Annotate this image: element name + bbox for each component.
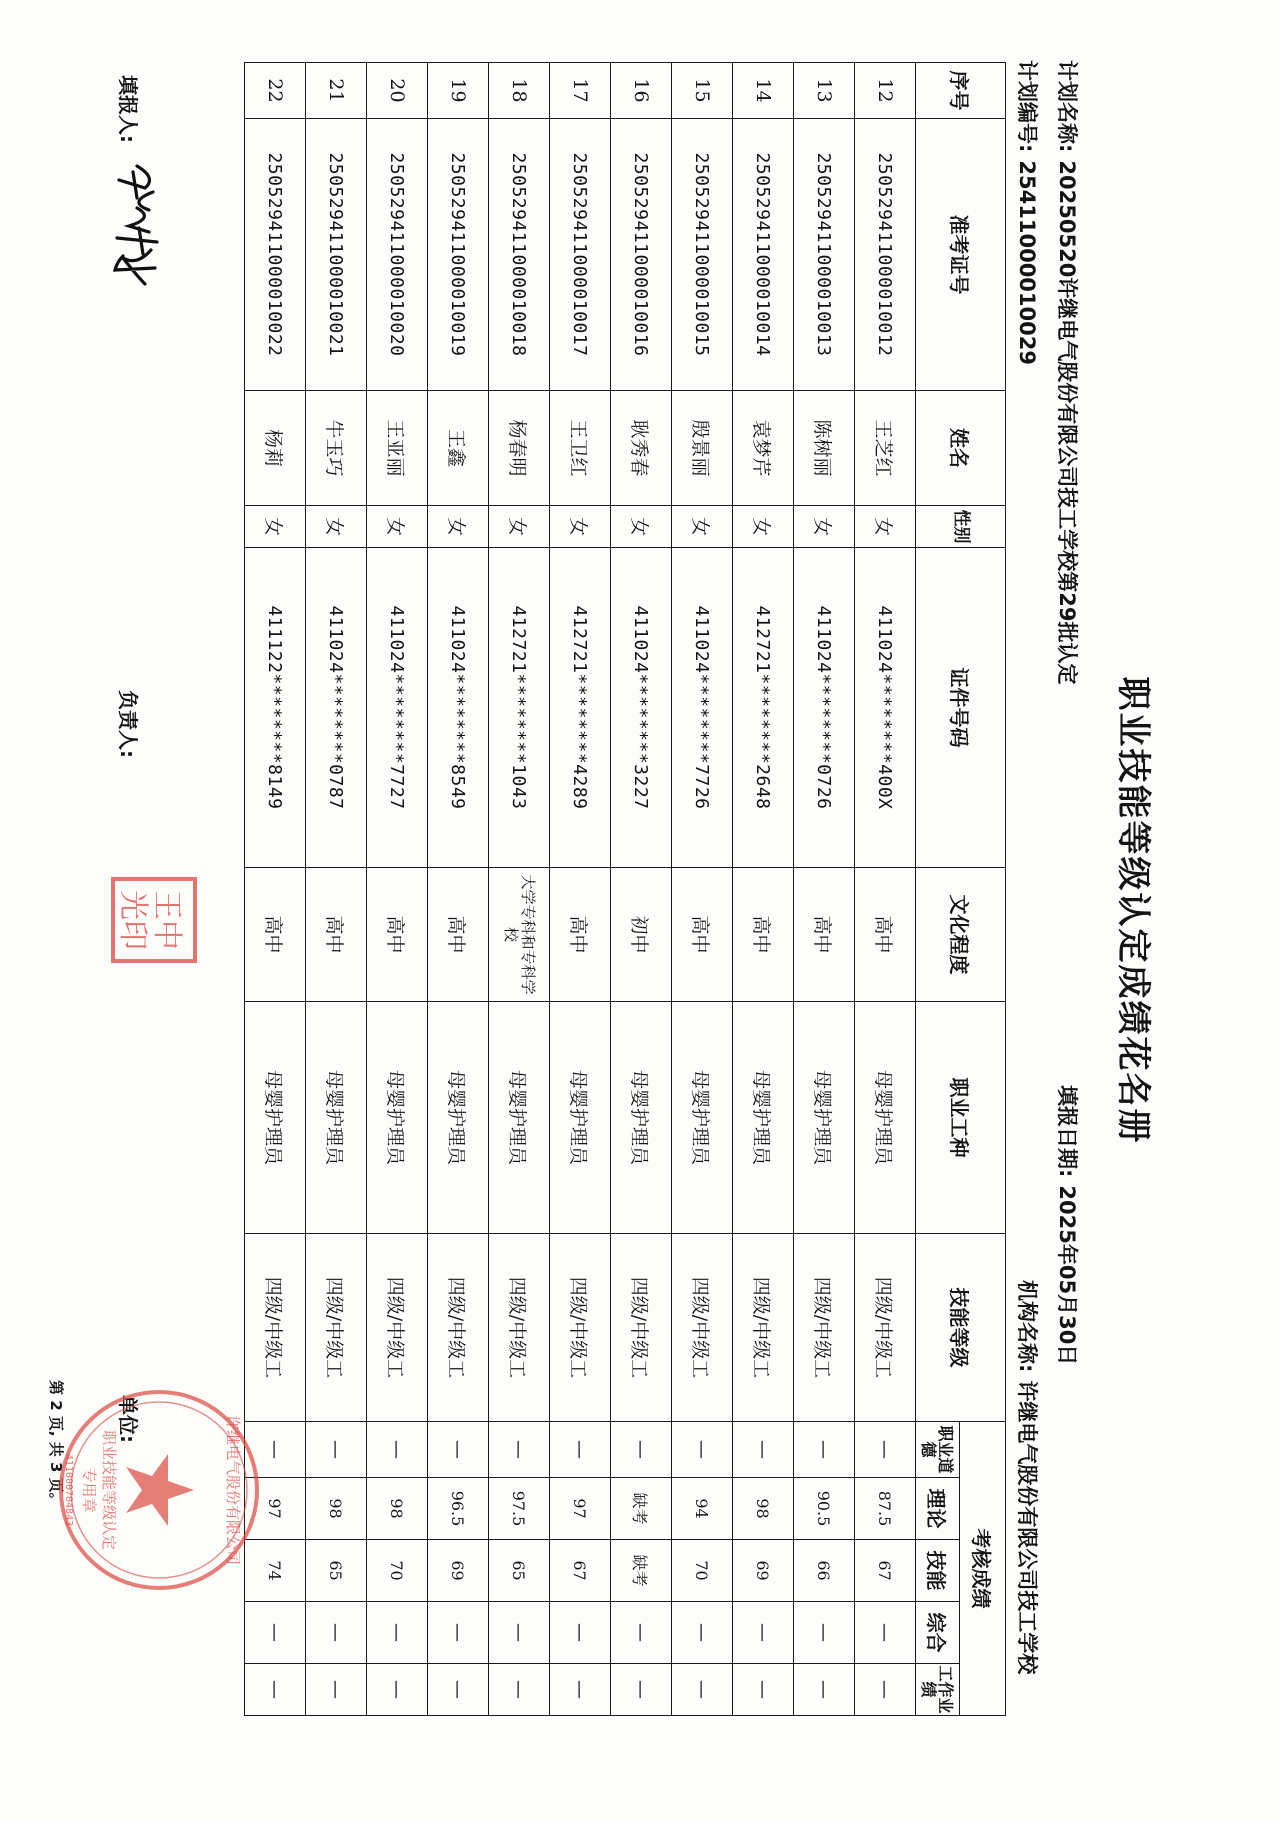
cell-theory: 94 <box>672 1478 733 1540</box>
cell-skill: 66 <box>794 1540 855 1602</box>
cell-gender: 女 <box>489 506 550 548</box>
header-gender: 性别 <box>916 506 1006 548</box>
cell-ethics: — <box>611 1422 672 1478</box>
cell-seq: 19 <box>428 63 489 119</box>
cell-job: 母婴护理员 <box>367 1002 428 1234</box>
cell-comprehensive: — <box>489 1602 550 1664</box>
cell-exam-no: 250529411000010016 <box>611 119 672 391</box>
cell-theory: 87.5 <box>855 1478 916 1540</box>
cell-exam-no: 250529411000010018 <box>489 119 550 391</box>
table-row <box>611 63 672 1716</box>
cell-skill: 69 <box>428 1540 489 1602</box>
cell-name: 王芝红 <box>855 391 916 506</box>
cell-skill: 65 <box>489 1540 550 1602</box>
cell-ethics: — <box>489 1422 550 1478</box>
cell-seq: 13 <box>794 63 855 119</box>
table-row <box>550 63 611 1716</box>
cell-id-no: 411024********0787 <box>306 548 367 868</box>
cell-performance: — <box>245 1664 306 1716</box>
cell-gender: 女 <box>611 506 672 548</box>
cell-seq: 18 <box>489 63 550 119</box>
cell-id-no: 411024********400X <box>855 548 916 868</box>
cell-theory: 98 <box>367 1478 428 1540</box>
cell-performance: — <box>794 1664 855 1716</box>
plan-number-value: 25411000010029 <box>1015 160 1039 365</box>
cell-level: 四级/中级工 <box>611 1234 672 1422</box>
cell-exam-no: 250529411000010012 <box>855 119 916 391</box>
cell-skill: 67 <box>855 1540 916 1602</box>
cell-id-no: 411024********8549 <box>428 548 489 868</box>
cell-id-no: 412721********4289 <box>550 548 611 868</box>
cell-comprehensive: — <box>794 1602 855 1664</box>
cell-seq: 21 <box>306 63 367 119</box>
cell-exam-no: 250529411000010014 <box>733 119 794 391</box>
cell-performance: — <box>367 1664 428 1716</box>
header-id-no: 证件号码 <box>916 548 1006 868</box>
cell-skill: 69 <box>733 1540 794 1602</box>
cell-education: 初中 <box>611 868 672 1002</box>
fill-date-value: 2025年05月30日 <box>1055 1185 1079 1366</box>
cell-gender: 女 <box>306 506 367 548</box>
cell-job: 母婴护理员 <box>550 1002 611 1234</box>
cell-education: 高中 <box>306 868 367 1002</box>
header-theory: 理论 <box>916 1478 960 1540</box>
cell-gender: 女 <box>367 506 428 548</box>
cell-exam-no: 250529411000010017 <box>550 119 611 391</box>
cell-exam-no: 250529411000010022 <box>245 119 306 391</box>
cell-level: 四级/中级工 <box>550 1234 611 1422</box>
cell-level: 四级/中级工 <box>794 1234 855 1422</box>
cell-education: 高中 <box>367 868 428 1002</box>
plan-name-value: 20250520许继电气股份有限公司技工学校第29批认定 <box>1055 160 1079 685</box>
cell-comprehensive: — <box>611 1602 672 1664</box>
cell-gender: 女 <box>672 506 733 548</box>
cell-theory: 90.5 <box>794 1478 855 1540</box>
cell-name: 殷景丽 <box>672 391 733 506</box>
header-skill: 技能 <box>916 1540 960 1602</box>
table-row <box>672 63 733 1716</box>
cell-comprehensive: — <box>245 1602 306 1664</box>
cell-id-no: 411122********8149 <box>245 548 306 868</box>
cell-name: 王亚丽 <box>367 391 428 506</box>
cell-gender: 女 <box>245 506 306 548</box>
cell-theory: 98 <box>733 1478 794 1540</box>
cell-education: 高中 <box>550 868 611 1002</box>
cell-level: 四级/中级工 <box>367 1234 428 1422</box>
cell-performance: — <box>611 1664 672 1716</box>
cell-theory: 缺考 <box>611 1478 672 1540</box>
cell-name: 杨春明 <box>489 391 550 506</box>
header-exam-no: 准考证号 <box>916 119 1006 391</box>
cell-ethics: — <box>428 1422 489 1478</box>
plan-name-line <box>1053 60 1083 685</box>
cell-performance: — <box>733 1664 794 1716</box>
cell-comprehensive: — <box>672 1602 733 1664</box>
cell-exam-no: 250529411000010019 <box>428 119 489 391</box>
org-name-value: 许继电气股份有限公司技工学校 <box>1015 1380 1039 1675</box>
cell-gender: 女 <box>550 506 611 548</box>
cell-comprehensive: — <box>367 1602 428 1664</box>
svg-text:411000704843: 411000704843 <box>63 1453 74 1527</box>
fill-date-line <box>1053 1085 1083 1365</box>
page-info: 第 2 页, 共 3 页。 <box>47 1380 65 1508</box>
org-name-line <box>1013 1280 1043 1674</box>
cell-name: 王鑫 <box>428 391 489 506</box>
table-row <box>794 63 855 1716</box>
document-title: 职业技能等级认定成绩花名册 <box>1113 676 1153 1145</box>
cell-id-no: 412721********2648 <box>733 548 794 868</box>
cell-education: 高中 <box>855 868 916 1002</box>
cell-level: 四级/中级工 <box>489 1234 550 1422</box>
cell-comprehensive: — <box>733 1602 794 1664</box>
svg-text:王中: 王中 <box>149 890 184 950</box>
header-performance: 工作业绩 <box>916 1664 960 1716</box>
cell-education: 高中 <box>733 868 794 1002</box>
cell-performance: — <box>489 1664 550 1716</box>
cell-id-no: 412721********1043 <box>489 548 550 868</box>
cell-ethics: — <box>550 1422 611 1478</box>
cell-skill: 70 <box>367 1540 428 1602</box>
cell-performance: — <box>672 1664 733 1716</box>
filler-signature-image <box>112 158 167 303</box>
cell-level: 四级/中级工 <box>306 1234 367 1422</box>
cell-id-no: 411024********7727 <box>367 548 428 868</box>
cell-skill: 70 <box>672 1540 733 1602</box>
cell-job: 母婴护理员 <box>306 1002 367 1234</box>
score-roster-table <box>244 62 1006 1716</box>
table-row <box>489 63 550 1716</box>
org-name-label: 机构名称: <box>1015 1280 1039 1373</box>
unit-seal-image <box>54 1385 264 1595</box>
cell-seq: 12 <box>855 63 916 119</box>
cell-comprehensive: — <box>550 1602 611 1664</box>
cell-level: 四级/中级工 <box>428 1234 489 1422</box>
cell-id-no: 411024********7726 <box>672 548 733 868</box>
svg-text:光印: 光印 <box>115 890 150 950</box>
cell-ethics: — <box>367 1422 428 1478</box>
plan-number-label: 计划编号: <box>1015 60 1039 153</box>
cell-seq: 14 <box>733 63 794 119</box>
cell-level: 四级/中级工 <box>733 1234 794 1422</box>
cell-skill: 缺考 <box>611 1540 672 1602</box>
cell-exam-no: 250529411000010021 <box>306 119 367 391</box>
cell-skill: 67 <box>550 1540 611 1602</box>
header-level: 技能等级 <box>916 1234 1006 1422</box>
personal-seal-image <box>109 875 199 965</box>
table-row <box>367 63 428 1716</box>
cell-seq: 20 <box>367 63 428 119</box>
cell-ethics: — <box>855 1422 916 1478</box>
cell-seq: 15 <box>672 63 733 119</box>
cell-name: 王卫红 <box>550 391 611 506</box>
cell-gender: 女 <box>428 506 489 548</box>
table-row <box>855 63 916 1716</box>
cell-education: 高中 <box>245 868 306 1002</box>
cell-name: 牛玉巧 <box>306 391 367 506</box>
cell-ethics: — <box>733 1422 794 1478</box>
cell-performance: — <box>306 1664 367 1716</box>
cell-theory: 97.5 <box>489 1478 550 1540</box>
cell-theory: 97 <box>245 1478 306 1540</box>
cell-ethics: — <box>794 1422 855 1478</box>
cell-gender: 女 <box>794 506 855 548</box>
table-body <box>245 63 916 1716</box>
cell-job: 母婴护理员 <box>611 1002 672 1234</box>
cell-name: 耿秀春 <box>611 391 672 506</box>
cell-ethics: — <box>672 1422 733 1478</box>
cell-education: 高中 <box>672 868 733 1002</box>
cell-job: 母婴护理员 <box>672 1002 733 1234</box>
cell-seq: 17 <box>550 63 611 119</box>
fill-date-label: 填报日期: <box>1055 1085 1079 1178</box>
cell-exam-no: 250529411000010013 <box>794 119 855 391</box>
cell-theory: 97 <box>550 1478 611 1540</box>
cell-job: 母婴护理员 <box>855 1002 916 1234</box>
responsible-label: 负责人: <box>116 690 140 758</box>
cell-gender: 女 <box>733 506 794 548</box>
cell-performance: — <box>550 1664 611 1716</box>
cell-level: 四级/中级工 <box>855 1234 916 1422</box>
cell-comprehensive: — <box>306 1602 367 1664</box>
cell-skill: 74 <box>245 1540 306 1602</box>
cell-job: 母婴护理员 <box>489 1002 550 1234</box>
table-row <box>306 63 367 1716</box>
cell-name: 杨莉 <box>245 391 306 506</box>
cell-theory: 98 <box>306 1478 367 1540</box>
cell-seq: 22 <box>245 63 306 119</box>
plan-number-line <box>1013 60 1043 365</box>
cell-seq: 16 <box>611 63 672 119</box>
cell-id-no: 411024********0726 <box>794 548 855 868</box>
table-row <box>428 63 489 1716</box>
cell-ethics: — <box>245 1422 306 1478</box>
cell-comprehensive: — <box>428 1602 489 1664</box>
header-job: 职业工种 <box>916 1002 1006 1234</box>
cell-theory: 96.5 <box>428 1478 489 1540</box>
cell-level: 四级/中级工 <box>245 1234 306 1422</box>
cell-name: 陈树丽 <box>794 391 855 506</box>
svg-text:许继电气股份有限公司: 许继电气股份有限公司 <box>224 1414 242 1566</box>
cell-job: 母婴护理员 <box>245 1002 306 1234</box>
cell-job: 母婴护理员 <box>733 1002 794 1234</box>
cell-gender: 女 <box>855 506 916 548</box>
cell-job: 母婴护理员 <box>794 1002 855 1234</box>
svg-text:职业技能等级认定: 职业技能等级认定 <box>100 1429 118 1551</box>
header-comprehensive: 综合 <box>916 1602 960 1664</box>
cell-education: 高中 <box>428 868 489 1002</box>
header-seq: 序号 <box>916 63 1006 119</box>
filler-label: 填报人: <box>116 75 140 143</box>
header-ethics: 职业道德 <box>916 1422 960 1478</box>
plan-name-label: 计划名称: <box>1055 60 1079 153</box>
cell-exam-no: 250529411000010015 <box>672 119 733 391</box>
header-scores-group: 考核成绩 <box>960 1422 1006 1716</box>
cell-education: 大学专科和专科学校 <box>489 868 550 1002</box>
svg-text:专用章: 专用章 <box>80 1467 98 1513</box>
cell-id-no: 411024********3227 <box>611 548 672 868</box>
table-row <box>733 63 794 1716</box>
header-name: 姓名 <box>916 391 1006 506</box>
cell-performance: — <box>428 1664 489 1716</box>
cell-education: 高中 <box>794 868 855 1002</box>
unit-label: 单位: <box>116 1395 140 1443</box>
cell-ethics: — <box>306 1422 367 1478</box>
header-education: 文化程度 <box>916 868 1006 1002</box>
cell-name: 袁梦芹 <box>733 391 794 506</box>
cell-exam-no: 250529411000010020 <box>367 119 428 391</box>
cell-performance: — <box>855 1664 916 1716</box>
cell-level: 四级/中级工 <box>672 1234 733 1422</box>
cell-skill: 65 <box>306 1540 367 1602</box>
cell-comprehensive: — <box>855 1602 916 1664</box>
cell-job: 母婴护理员 <box>428 1002 489 1234</box>
